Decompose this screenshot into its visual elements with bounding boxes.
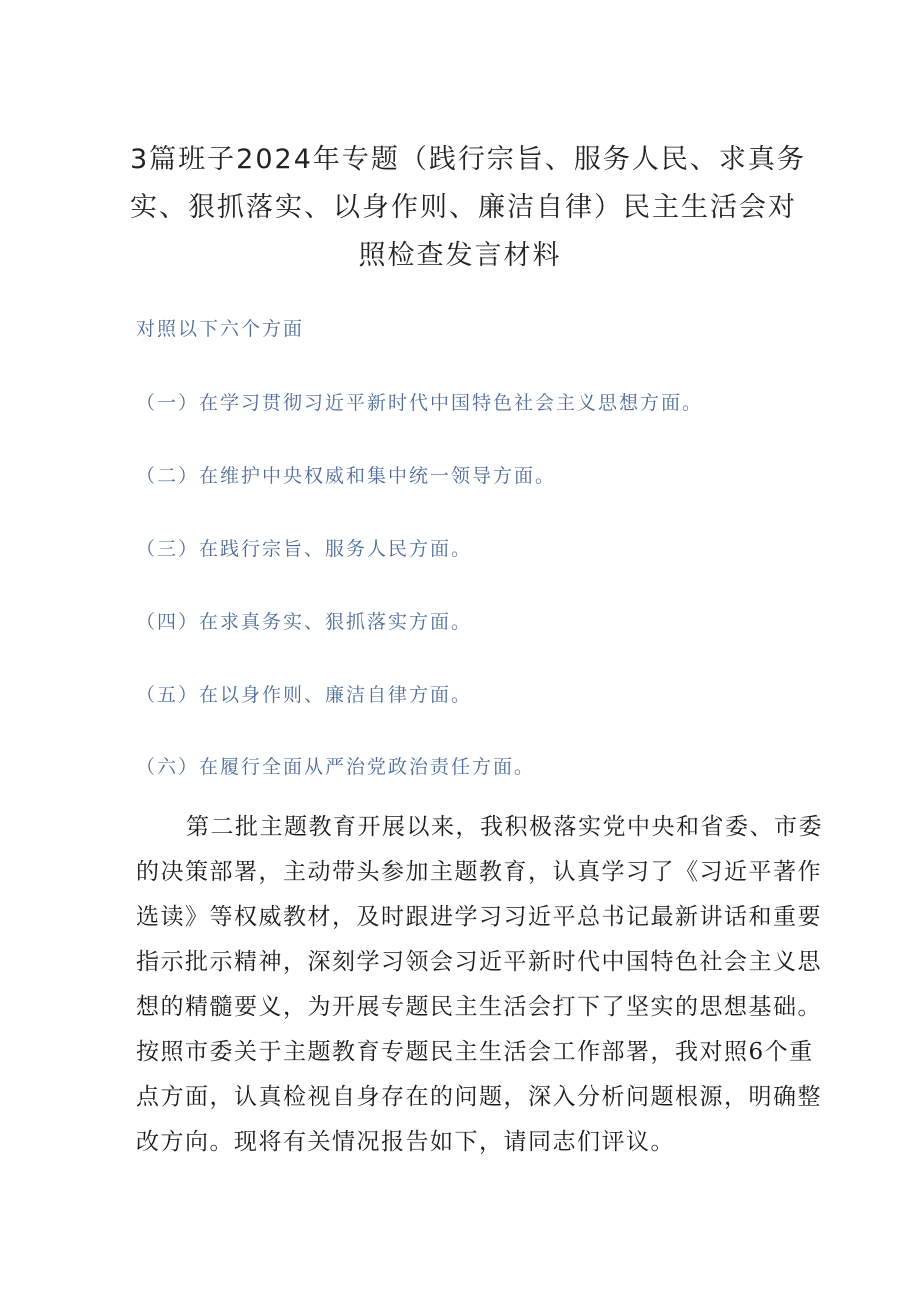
title-line: 照检查发言材料	[358, 240, 562, 271]
body-line: 按照市委关于主题教育专题民主生活会工作部署，我对照6个重	[136, 1039, 814, 1065]
intro-heading: 对照以下六个方面	[136, 318, 305, 340]
aspect-item-3: （三）在践行宗旨、服务人民方面。	[136, 538, 473, 560]
aspect-item-2: （二）在维护中央权威和集中统一领导方面。	[136, 465, 557, 487]
aspect-item-6: （六）在履行全面从严治党政治责任方面。	[136, 756, 536, 778]
aspect-item-4: （四）在求真务实、狠抓落实方面。	[136, 611, 473, 633]
body-line: 点方面，认真检视自身存在的问题，深入分析问题根源，明确整	[136, 1084, 822, 1110]
title-line: 3篇班子2024年专题（践行宗旨、服务人民、求真务	[130, 144, 806, 175]
aspect-item-5: （五）在以身作则、廉洁自律方面。	[136, 684, 473, 706]
document-title	[130, 136, 806, 280]
body-line: 选读》等权威教材，及时跟进学习习近平总书记最新讲话和重要	[136, 904, 822, 930]
body-line: 想的精髓要义，为开展专题民主生活会打下了坚实的思想基础。	[136, 994, 822, 1020]
aspect-item-1: （一）在学习贯彻习近平新时代中国特色社会主义思想方面。	[136, 392, 704, 414]
body-line: 指示批示精神，深刻学习领会习近平新时代中国特色社会主义思	[136, 949, 822, 975]
body-paragraph	[136, 805, 823, 1165]
body-line: 第二批主题教育开展以来，我积极落实党中央和省委、市委	[186, 814, 823, 840]
body-line: 的决策部署，主动带头参加主题教育，认真学习了《习近平著作	[136, 859, 822, 885]
body-line: 改方向。现将有关情况报告如下，请同志们评议。	[136, 1129, 675, 1155]
title-line: 实、狠抓落实、以身作则、廉洁自律）民主生活会对	[130, 192, 797, 223]
